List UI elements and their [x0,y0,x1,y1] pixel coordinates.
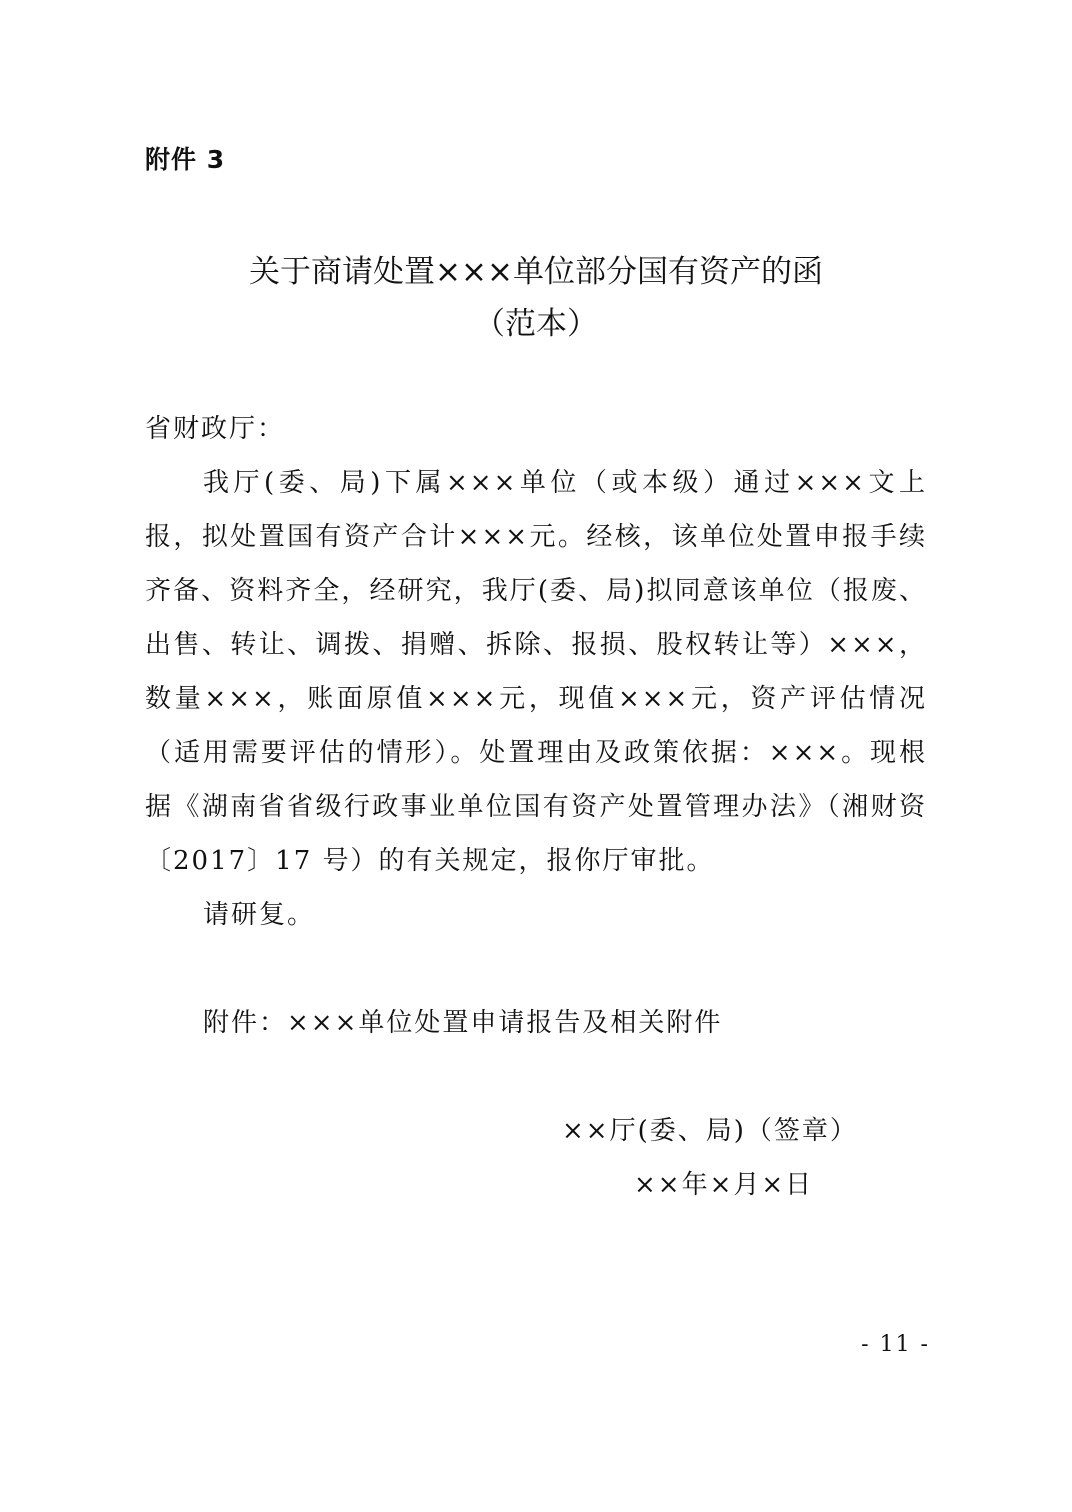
page-number: - 11 - [861,1332,930,1357]
document-subtitle: （范本） [474,306,598,342]
salutation: 省财政厅： [145,414,286,444]
signature-organization: ××厅(委、局)（签章） [562,1116,858,1146]
letter-body-paragraph: 我厅(委、局)下属×××单位（或本级）通过×××文上报，拟处置国有资产合计×××元。经核，该单位处置申报手续齐备、资料齐全，经研究，我厅(委、局)拟同意该单位（报废、出售、转让、调拨、捐赠、拆除、报损、股权转让等）×××，数量×××，账面原值×××元，现值×××元，资产评估情况（适用需要评估的情形）。处置理由及政策依据：×××。现根据《湖南省省级行政事业单位国有资产处置管理办法》（湘财资〔2017〕17 号）的有关规定，报你厅审批。 [145,468,927,876]
request-line: 请研复。 [203,900,316,930]
attachment-line: 附件：×××单位处置申请报告及相关附件 [203,1008,723,1038]
document-title: 关于商请处置×××单位部分国有资产的函 [249,254,823,290]
attachment-number-label: 附件 3 [145,145,226,174]
signature-date: ××年×月×日 [634,1170,814,1200]
